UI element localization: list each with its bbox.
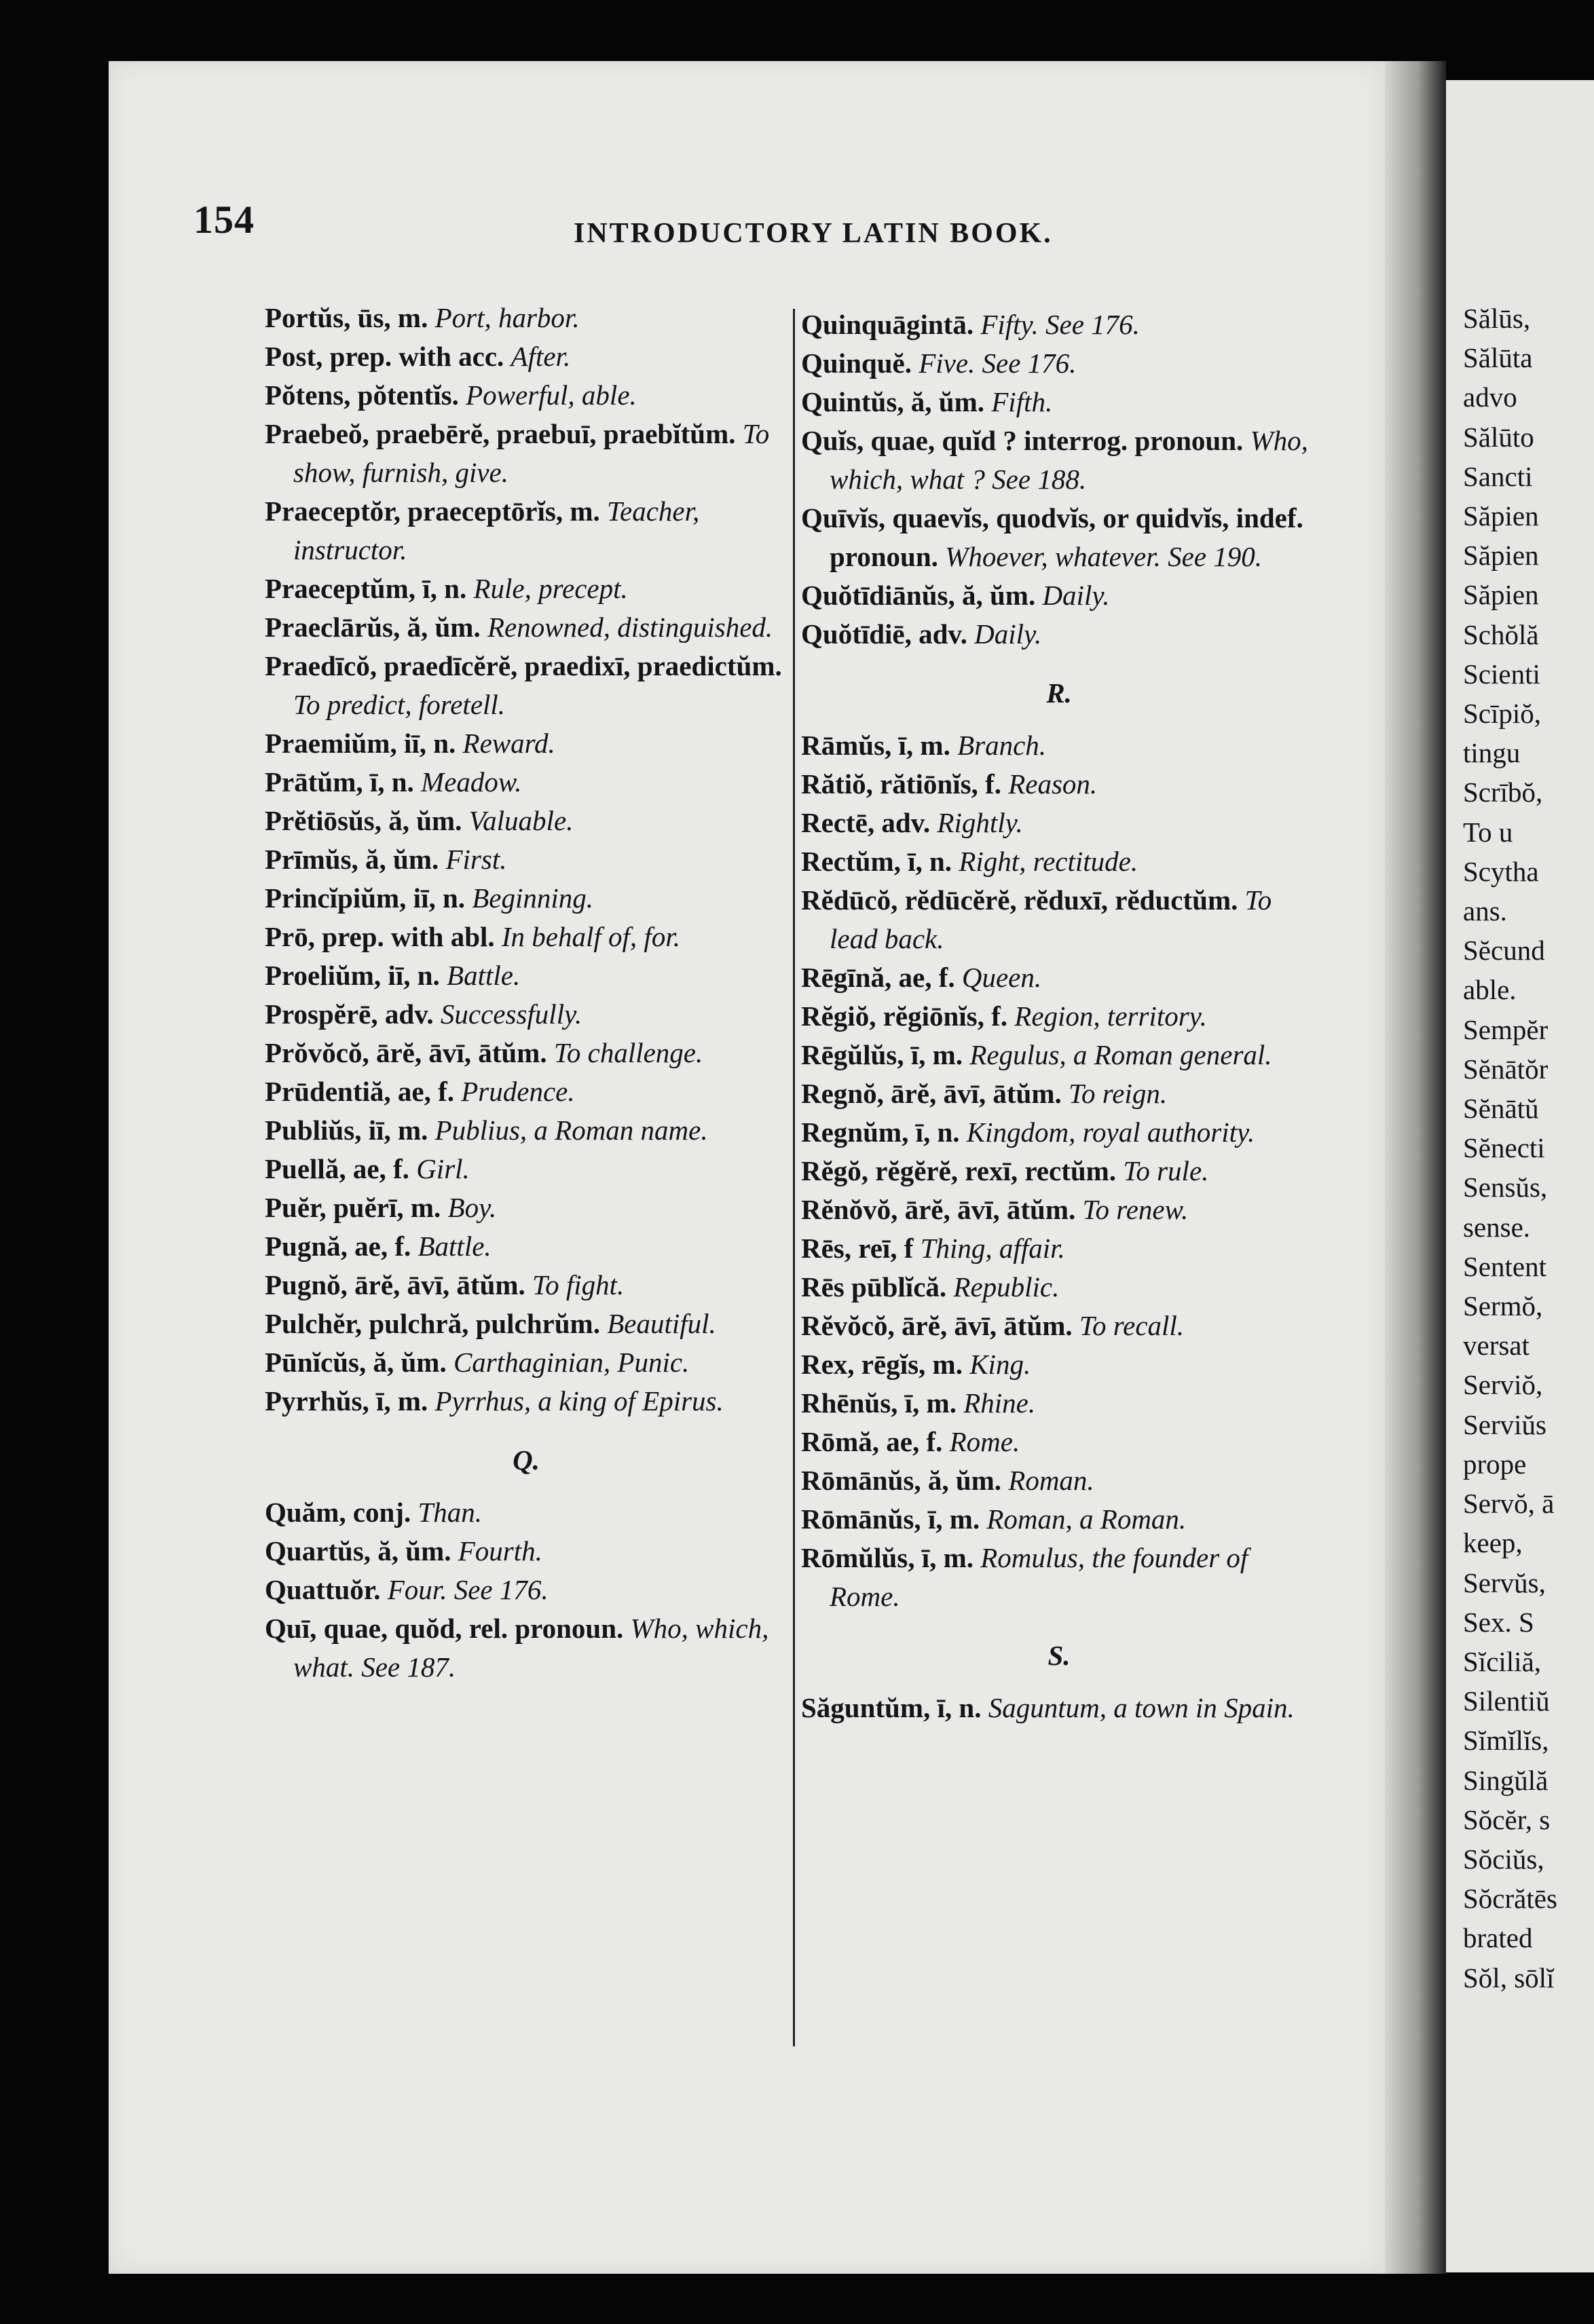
vocabulary-entry (801, 997, 1317, 1036)
gloss: Carthaginian, Punic. (453, 1347, 690, 1378)
headword: Prŏvŏcŏ, ārĕ, āvī, ātŭm. (265, 1037, 547, 1068)
next-page-fragment: Sĕnecti (1463, 1132, 1545, 1164)
next-page-fragment: Scrībŏ, (1463, 776, 1543, 808)
vocabulary-entry (801, 1036, 1317, 1074)
gloss: Prudence. (461, 1076, 575, 1107)
vocabulary-entry (265, 956, 787, 995)
next-page-fragment: Sĭciliă, (1463, 1645, 1542, 1677)
gloss: Roman, a Roman. (986, 1503, 1187, 1535)
vocabulary-entry (265, 492, 787, 569)
gloss: To fight. (532, 1269, 625, 1300)
gloss: Battle. (418, 1231, 492, 1262)
gloss: Rule, precept. (473, 573, 628, 604)
next-page-fragment: versat (1463, 1330, 1530, 1362)
vocabulary-entry (265, 415, 787, 492)
vocabulary-entry (265, 1609, 787, 1687)
headword: Publiŭs, iī, m. (265, 1114, 428, 1146)
gloss: Than. (418, 1497, 483, 1528)
vocabulary-entry (801, 1074, 1317, 1113)
gloss: Port, harbor. (434, 302, 580, 333)
headword: Rĕgiŏ, rĕgiōnĭs, f. (801, 1000, 1008, 1032)
gloss: Boy. (447, 1192, 497, 1223)
next-page-fragment: Sŏcrătēs (1463, 1883, 1557, 1915)
headword: Pŏtens, pŏtentĭs. (265, 379, 459, 411)
headword: Praeclārŭs, ă, ŭm. (265, 612, 481, 643)
headword: Quĭs, quae, quĭd ? interrog. pronoun. (801, 425, 1244, 456)
vocabulary-entry (265, 647, 787, 724)
headword: Săguntŭm, ī, n. (801, 1692, 982, 1723)
vocabulary-entry (801, 576, 1317, 615)
gloss: Romulus, the founder of Rome. (830, 1542, 1248, 1612)
headword: Regnŭm, ī, n. (801, 1117, 960, 1148)
gloss: To renew. (1082, 1194, 1189, 1225)
vocabulary-entry (265, 608, 787, 647)
vocabulary-entry (801, 1345, 1317, 1384)
next-page-fragment: able. (1463, 974, 1517, 1006)
page-number: 154 (193, 198, 255, 242)
vocabulary-entry (265, 569, 787, 608)
next-page-fragment: Săpien (1463, 500, 1539, 532)
next-page-fragment: Sălūta (1463, 342, 1533, 374)
gloss: To lead back. (830, 884, 1272, 954)
vocabulary-entry (801, 804, 1317, 842)
vocabulary-entry (265, 840, 787, 879)
gloss: Who, which, what. See 187. (293, 1613, 769, 1683)
vocabulary-column-middle (801, 305, 1317, 1727)
gloss: Battle. (447, 960, 521, 991)
headword: Rĕvŏcŏ, ārĕ, āvī, ātŭm. (801, 1310, 1073, 1341)
gloss: Five. See 176. (919, 348, 1077, 379)
gloss: To reign. (1069, 1078, 1168, 1109)
headword: Rōmŭlŭs, ī, m. (801, 1542, 974, 1573)
headword: Portŭs, ūs, m. (265, 302, 428, 333)
next-page-fragment: Săpien (1463, 540, 1539, 571)
headword: Praemiŭm, iī, n. (265, 728, 456, 759)
vocabulary-entry (801, 958, 1317, 997)
section-letter: S. (1048, 1640, 1071, 1671)
vocabulary-entry (265, 1493, 787, 1532)
gloss: After. (511, 341, 571, 372)
gloss: Rome. (949, 1426, 1020, 1457)
headword: Puellă, ae, f. (265, 1153, 409, 1184)
next-page-fragment: Schŏlă (1463, 618, 1539, 650)
gloss: Roman. (1008, 1465, 1094, 1496)
headword: Pūnĭcŭs, ă, ŭm. (265, 1347, 447, 1378)
gloss: Fifth. (991, 386, 1053, 417)
next-page-fragment: Servŏ, ā (1463, 1488, 1555, 1520)
gloss: Daily. (1042, 580, 1110, 611)
gloss: Teacher, instructor. (293, 495, 700, 565)
next-page-fragment: Singŭlă (1463, 1764, 1549, 1796)
vocabulary-entry (801, 305, 1317, 344)
vocabulary-entry (801, 1113, 1317, 1152)
headword: Praeceptŏr, praeceptōrĭs, m. (265, 495, 600, 527)
next-page-fragment: Sălūto (1463, 421, 1534, 453)
headword: Prīmŭs, ă, ŭm. (265, 844, 439, 875)
gloss: Valuable. (468, 805, 574, 836)
headword: Pugnă, ae, f. (265, 1231, 411, 1262)
next-page-column-fragment (1463, 299, 1594, 1998)
headword: Quŏtīdiē, adv. (801, 618, 967, 650)
gloss: First. (445, 844, 507, 875)
next-page-fragment: brated (1463, 1922, 1533, 1954)
headword: Rex, rēgĭs, m. (801, 1349, 963, 1380)
gloss: Regulus, a Roman general. (969, 1039, 1272, 1070)
next-page-fragment: Sĕnātŭ (1463, 1093, 1539, 1125)
headword: Praebeŏ, praebērĕ, praebuī, praebĭtŭm. (265, 418, 736, 449)
vocabulary-entry (265, 1305, 787, 1343)
vocabulary-entry (801, 421, 1317, 499)
vocabulary-entry (265, 802, 787, 840)
column-rule (793, 309, 795, 2046)
gloss: Kingdom, royal authority. (966, 1117, 1255, 1148)
headword: Rēgŭlŭs, ī, m. (801, 1039, 963, 1070)
gloss: Fifty. See 176. (980, 309, 1140, 340)
vocabulary-entry (801, 1423, 1317, 1461)
next-page-fragment: Sempĕr (1463, 1013, 1549, 1045)
gloss: Publius, a Roman name. (434, 1114, 708, 1146)
headword: Rectŭm, ī, n. (801, 846, 952, 877)
headword: Rēs, reī, f (801, 1233, 914, 1264)
next-page-fragment: prope (1463, 1448, 1527, 1480)
gloss: Rightly. (937, 807, 1023, 838)
vocabulary-entry (801, 1307, 1317, 1345)
gloss: Right, rectitude. (959, 846, 1138, 877)
vocabulary-entry (265, 1343, 787, 1382)
gloss: Fourth. (458, 1535, 542, 1567)
next-page-fragment: Sălūs, (1463, 303, 1531, 334)
next-page-fragment: Sĕnātŏr (1463, 1053, 1549, 1085)
headword: Rătiŏ, rătiōnĭs, f. (801, 768, 1001, 800)
gloss: Powerful, able. (466, 379, 637, 411)
headword: Rĕnŏvŏ, ārĕ, āvī, ātŭm. (801, 1194, 1076, 1225)
headword: Quīvĭs, quaevĭs, quodvĭs, or quidvĭs, indef. pronoun. (801, 502, 1303, 572)
headword: Quī, quae, quŏd, rel. pronoun. (265, 1613, 624, 1644)
headword: Regnŏ, ārĕ, āvī, ātŭm. (801, 1078, 1062, 1109)
next-page-fragment: Scytha (1463, 855, 1539, 887)
gloss: King. (969, 1349, 1031, 1380)
vocabulary-entry (801, 1539, 1317, 1616)
vocabulary-entry (801, 765, 1317, 804)
gloss: Beautiful. (607, 1308, 716, 1339)
gloss: Beginning. (472, 882, 594, 914)
next-page-fragment: Serviŭs (1463, 1408, 1546, 1440)
vocabulary-entry (265, 1150, 787, 1188)
next-page-fragment: Sentent (1463, 1250, 1546, 1282)
gloss: Daily. (974, 618, 1042, 650)
gloss: Branch. (957, 730, 1047, 761)
headword: Pugnŏ, ārĕ, āvī, ātŭm. (265, 1269, 525, 1300)
headword: Rēs pūblĭcă. (801, 1271, 947, 1302)
vocabulary-entry (265, 918, 787, 956)
vocabulary-entry (265, 724, 787, 763)
next-page-fragment: Sĭmĭlĭs, (1463, 1725, 1549, 1757)
headword: Quartŭs, ă, ŭm. (265, 1535, 451, 1567)
next-page-fragment: Servŭs, (1463, 1567, 1546, 1598)
vocabulary-entry (801, 1461, 1317, 1500)
vocabulary-entry (265, 1571, 787, 1609)
headword: Rĕdūcŏ, rĕdūcĕrĕ, rĕduxī, rĕductŭm. (801, 884, 1238, 916)
vocabulary-entry (265, 1227, 787, 1266)
vocabulary-entry (265, 879, 787, 918)
section-letter: Q. (513, 1444, 540, 1476)
vocabulary-entry (801, 726, 1317, 765)
headword: Rōmă, ae, f. (801, 1426, 943, 1457)
vocabulary-entry (801, 344, 1317, 383)
next-page-fragment: Sex. S (1463, 1606, 1534, 1638)
headword: Rōmānŭs, ă, ŭm. (801, 1465, 1002, 1496)
next-page-fragment: Scienti (1463, 658, 1540, 690)
headword: Pulchĕr, pulchră, pulchrŭm. (265, 1308, 600, 1339)
vocabulary-entry (265, 1532, 787, 1571)
vocabulary-entry (265, 1266, 787, 1305)
vocabulary-entry (265, 1072, 787, 1111)
vocabulary-entry (265, 337, 787, 376)
gloss: In behalf of, for. (501, 921, 680, 952)
next-page-fragment: Sĕcund (1463, 935, 1545, 967)
gloss: To challenge. (553, 1037, 703, 1068)
vocabulary-entry (265, 1034, 787, 1072)
vocabulary-entry (801, 1152, 1317, 1191)
vocabulary-entry (265, 763, 787, 802)
vocabulary-entry (265, 995, 787, 1034)
vocabulary-entry (801, 1384, 1317, 1423)
headword: Princĭpiŭm, iī, n. (265, 882, 466, 914)
vocabulary-entry (801, 499, 1317, 576)
next-page-fragment: Sermŏ, (1463, 1290, 1543, 1322)
vocabulary-column-left (265, 299, 787, 1687)
gloss: Pyrrhus, a king of Epirus. (434, 1385, 724, 1417)
headword: Quŏtīdiānŭs, ă, ŭm. (801, 580, 1036, 611)
gloss: To rule. (1123, 1155, 1209, 1186)
vocabulary-entry (265, 376, 787, 415)
next-page-fragment: To u (1463, 816, 1513, 848)
headword: Quintŭs, ă, ŭm. (801, 386, 985, 417)
gloss: Reason. (1008, 768, 1098, 800)
gloss: Whoever, whatever. See 190. (945, 541, 1262, 572)
vocabulary-entry (801, 1229, 1317, 1268)
gloss: Queen. (961, 962, 1042, 993)
next-page-fragment: sense. (1463, 1211, 1531, 1243)
headword: Prō, prep. with abl. (265, 921, 495, 952)
next-page-fragment: advo (1463, 381, 1517, 413)
vocabulary-entry (265, 1188, 787, 1227)
next-page-fragment: Sŏcĕr, s (1463, 1803, 1551, 1835)
headword: Puĕr, puĕrī, m. (265, 1192, 441, 1223)
headword: Rōmānŭs, ī, m. (801, 1503, 980, 1535)
headword: Pyrrhŭs, ī, m. (265, 1385, 428, 1417)
vocabulary-entry (801, 1689, 1317, 1727)
vocabulary-entry (265, 1382, 787, 1421)
next-page-fragment: Sancti (1463, 460, 1533, 492)
headword: Quinquāgintā. (801, 309, 974, 340)
vocabulary-entry (801, 1268, 1317, 1307)
headword: Proeliŭm, iī, n. (265, 960, 440, 991)
gloss: Successfully. (440, 998, 582, 1030)
headword: Prūdentiă, ae, f. (265, 1076, 454, 1107)
headword: Rectē, adv. (801, 807, 931, 838)
next-page-fragment: Scīpiŏ, (1463, 698, 1542, 730)
headword: Rĕgŏ, rĕgĕrĕ, rexī, rectŭm. (801, 1155, 1117, 1186)
gloss: To show, furnish, give. (293, 418, 770, 488)
next-page-fragment: Silentiŭ (1463, 1685, 1550, 1717)
gloss: Saguntum, a town in Spain. (988, 1692, 1295, 1723)
vocabulary-entry (265, 299, 787, 337)
vocabulary-entry (265, 1111, 787, 1150)
gloss: Renowned, distinguished. (487, 612, 773, 643)
vocabulary-entry (801, 881, 1317, 958)
vocabulary-entry (801, 615, 1317, 654)
vocabulary-entry (801, 842, 1317, 881)
vocabulary-entry (801, 1191, 1317, 1229)
next-page-fragment: Sŏl, sōlĭ (1463, 1962, 1555, 1993)
headword: Rēgīnă, ae, f. (801, 962, 955, 993)
headword: Prospĕrē, adv. (265, 998, 434, 1030)
gloss: Region, territory. (1014, 1000, 1207, 1032)
section-letter: R. (1046, 677, 1072, 709)
headword: Rāmŭs, ī, m. (801, 730, 950, 761)
gloss: Rhine. (963, 1387, 1036, 1419)
gloss: Four. See 176. (387, 1574, 549, 1605)
next-page-fragment: Serviŏ, (1463, 1369, 1543, 1401)
next-page-fragment: Sŏciŭs, (1463, 1843, 1544, 1875)
gloss: Thing, affair. (920, 1233, 1065, 1264)
headword: Quattuŏr. (265, 1574, 381, 1605)
running-head: INTRODUCTORY LATIN BOOK. (574, 218, 1053, 249)
headword: Praeceptŭm, ī, n. (265, 573, 467, 604)
headword: Prĕtiōsŭs, ă, ŭm. (265, 805, 462, 836)
book-gutter (1385, 61, 1446, 2274)
headword: Prātŭm, ī, n. (265, 766, 414, 798)
gloss: Who, which, what ? See 188. (830, 425, 1308, 495)
next-page-fragment: keep, (1463, 1527, 1523, 1559)
vocabulary-entry (801, 1500, 1317, 1539)
headword: Rhēnŭs, ī, m. (801, 1387, 957, 1419)
gloss: Girl. (416, 1153, 470, 1184)
next-page-fragment: Săpien (1463, 579, 1539, 611)
headword: Quăm, conj. (265, 1497, 411, 1528)
gloss: To recall. (1079, 1310, 1185, 1341)
headword: Praedīcŏ, praedīcĕrĕ, praedixī, praedictŭm. (265, 650, 782, 681)
next-page-fragment: ans. (1463, 895, 1507, 927)
next-page-fragment: tingu (1463, 737, 1521, 769)
gloss: Meadow. (421, 766, 522, 798)
gloss: To predict, foretell. (293, 689, 506, 720)
headword: Quinquĕ. (801, 348, 912, 379)
next-page-fragment: Sensŭs, (1463, 1172, 1548, 1203)
vocabulary-entry (801, 383, 1317, 421)
headword: Post, prep. with acc. (265, 341, 504, 372)
gloss: Republic. (953, 1271, 1060, 1302)
gloss: Reward. (462, 728, 555, 759)
